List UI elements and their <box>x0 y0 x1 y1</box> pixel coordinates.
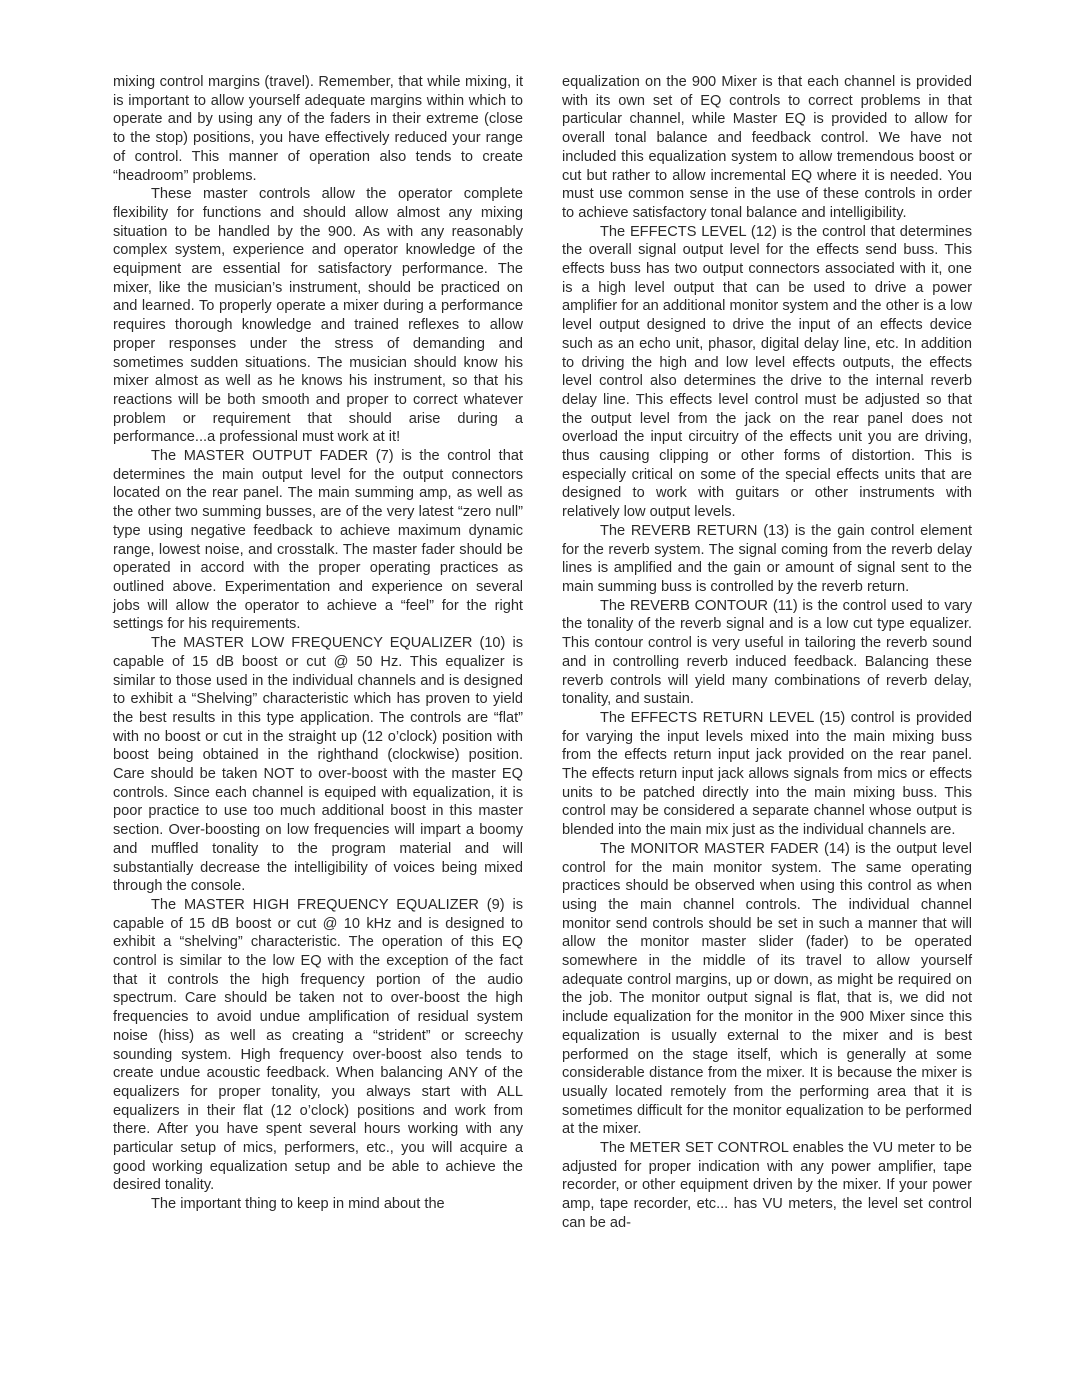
paragraph-monitor-master-fader: The MONITOR MASTER FADER (14) is the output level control for the main monitor system. The same operating practices should be observed when using this control as when using the main channel controls. The individual channel monitor send controls should be set in such a manner that will allow the monitor master slider (fader) to be operated somewhere in the middle of its travel to allow yourself adequate control margins, up or down, as might be required on the job. The monitor output signal is flat, that is, we did not include equalization for the monitor in the 900 Mixer since this equalization is usually external to the mixer and is best performed on the stage itself, which is generally at some considerable distance from the mixer. It is because the mixer is usually located remotely from the performing area that it is sometimes difficult for the monitor equalization to be performed at the mixer. <box>562 840 972 1138</box>
paragraph-meter-set-control: The METER SET CONTROL enables the VU meter to be adjusted for proper indication with any power amplifier, tape recorder, or other equipment driven by the mixer. If your power amp, tape recorder, etc... has VU meters, the level set control can be ad- <box>562 1140 972 1231</box>
right-column <box>562 73 972 1233</box>
paragraph-master-controls: These master controls allow the operator complete flexibility for functions and should allow almost any mixing situation to be handled by the 900. As with any reasonably complex system, experience and operator knowledge of the equipment are essential for satisfactory performance. The mixer, like the musician’s instrument, should be practiced on and learned. To properly operate a mixer during a performance requires thorough knowledge and trained reflexes to allow proper responses under the stress of demanding and sometimes sudden situations. The musician should know his mixer almost as well as he knows his instrument, so that his reactions will be both smooth and proper to correct whatever problem or requirement that should arise during a performance...a professional must work at it! <box>113 186 523 446</box>
paragraph-master-output-fader: The MASTER OUTPUT FADER (7) is the control that determines the main output level for the output connectors located on the rear panel. The main summing amp, as well as the other two summing busses, are of the very latest “zero null” type using negative feedback to achieve maximum dynamic range, lowest noise, and crosstalk. The master fader should be operated in accord with the proper operating practices as outlined above. Experimentation and experience on several jobs will allow the operator to achieve a “feel” for the right settings for his requirements. <box>113 448 523 633</box>
paragraph-effects-return-level: The EFFECTS RETURN LEVEL (15) control is provided for varying the input levels mixed into the main mixing buss from the effects return input jack provided on the rear panel. The effects return input jack allows signals from mics or effects units to be patched directly into the main mixing buss. This control may be considered a separate channel whose output is blended into the main mix just as the individual channels are. <box>562 709 972 839</box>
paragraph-mixing-margins: mixing control margins (travel). Remember, that while mixing, it is important to allow yourself adequate margins within which to operate and by using any of the faders in their extreme (close to the stop) positions, you have effectively reduced your range of control. This manner of operation also tends to create “headroom” problems. <box>113 74 523 184</box>
paragraph-master-low-eq: The MASTER LOW FREQUENCY EQUALIZER (10) is capable of 15 dB boost or cut @ 50 Hz. This equalizer is similar to those used in the individual channels and is designed to exhibit a “Shelving” characteristic which has proven to yield the best results in this type application. The controls are “flat” with no boost or cut in the straight up (12 o’clock) position with boost being obtained in the righthand (clockwise) position. Care should be taken NOT to over-boost with the master EQ controls. Since each channel is equiped with equalization, it is poor practice to use too much additional boost in this master section. Over-boosting on low frequencies will impart a boomy and muffled tonality to the program material and will substantially decrease the intelligibility of voices being mixed through the console. <box>113 635 523 895</box>
paragraph-important-thing: The important thing to keep in mind about the <box>151 1196 445 1213</box>
paragraph-reverb-contour: The REVERB CONTOUR (11) is the control used to vary the tonality of the reverb signal and is a low cut type equalizer. This contour control is very useful in tailoring the reverb sound and in controlling reverb induced feedback. Balancing these reverb controls will yield many combinations of reverb delay, tonality, and sustain. <box>562 597 972 708</box>
paragraph-master-high-eq: The MASTER HIGH FREQUENCY EQUALIZER (9) is capable of 15 dB boost or cut @ 10 kHz and is designed to exhibit a “shelving” characteristic. The operation of this EQ control is similar to the low EQ with the exception of the fact that it controls the high frequency portion of the audio spectrum. Care should be taken not to over-boost the high frequencies to avoid undue amplification of residual system noise (hiss) as well as creating a “strident” or screechy sounding system. High frequency over-boost also tends to create undue acoustic feedback. When balancing ANY of the equalizers for proper tonality, you always start with ALL equalizers in their flat (12 o’clock) positions and work from there. After you have spent several hours working with any particular setup of mics, performers, etc., you will acquire a good working equalization setup and be able to achieve the desired tonality. <box>113 896 523 1194</box>
paragraph-reverb-return: The REVERB RETURN (13) is the gain control element for the reverb system. The signal coming from the reverb delay lines is amplified and the gain or amount of signal sent to the main summing buss is controlled by the reverb return. <box>562 522 972 595</box>
paragraph-effects-level: The EFFECTS LEVEL (12) is the control that determines the overall signal output level for the effects send buss. This effects buss has two output connectors associated with it, one is a high level output that can be used to drive a power amplifier for an additional monitor system and the other is a low level output designed to drive the input of an effects device such as an echo unit, phasor, digital delay line, etc. In addition to driving the high and low level effects outputs, the effects level control also determines the drive to the internal reverb delay line. This effects level control must be adjusted so that the output level from the jack on the rear panel does not overload the input circuitry of the effects unit you are driving, thus causing clipping or other forms of distortion. This is especially critical on some of the special effects units that are designed to work with guitars or other instruments with relatively low output levels. <box>562 223 972 521</box>
paragraph-equalization-900: equalization on the 900 Mixer is that each channel is provided with its own set of EQ controls to correct problems in that particular channel, while Master EQ is provided to allow for overall tonal balance and feedback control. We have not included this equalization system to allow tremendous boost or cut but rather to allow incremental EQ where it is needed. You must use common sense in the use of these controls in order to achieve satisfactory tonal balance and intelligibility. <box>562 74 972 221</box>
left-column <box>113 73 523 1214</box>
